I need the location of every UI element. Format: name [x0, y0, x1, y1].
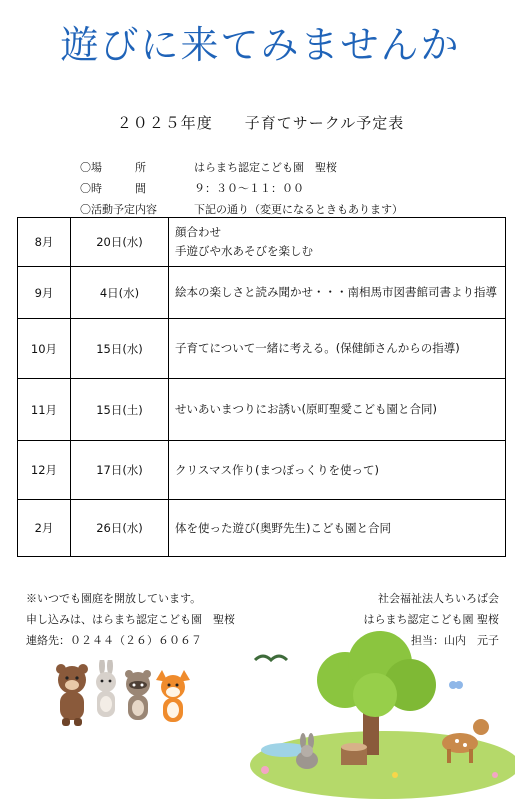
page-title: 遊びに来てみませんか — [60, 23, 461, 67]
month-cell: 9月 — [18, 267, 71, 319]
info-row-content — [80, 198, 403, 219]
month-cell: 12月 — [18, 441, 71, 500]
person-in-charge: 担当：山内 元子 — [411, 634, 499, 647]
content-line: 体を使った遊び(奥野先生)こども園と合同 — [175, 520, 391, 535]
stump-icon — [341, 743, 367, 765]
rabbit-icon — [96, 660, 116, 717]
butterfly-icon — [449, 681, 463, 689]
content-line: 顔合わせ — [175, 225, 221, 239]
raccoon-icon — [125, 670, 151, 720]
content-cell — [169, 267, 506, 319]
forest-animals-scene-icon — [245, 615, 515, 800]
application-note: 申し込みは、はらまち認定こども園 聖桜 — [26, 613, 235, 626]
table-row — [18, 218, 506, 267]
info-row-place — [80, 156, 403, 177]
month-cell: 2月 — [18, 500, 71, 557]
date-cell: 26日(水) — [71, 500, 169, 557]
content-line: 絵本の楽しさと読み聞かせ・・・南相馬市図書館司書より指導 — [175, 285, 497, 299]
content-line: クリスマス作り(まつぼっくりを使って) — [175, 462, 380, 477]
info-label: 〇時 間 — [80, 181, 146, 195]
schedule-table — [17, 217, 506, 557]
info-value: はらまち認定こども園 聖桜 — [194, 160, 337, 174]
flower-icon — [392, 772, 398, 778]
content-cell — [169, 441, 506, 500]
info-value: 下記の通り（変更になるときもあります） — [194, 202, 403, 216]
content-line: 手遊びや水あそびを楽しむ — [175, 244, 313, 258]
date-cell: 20日(水) — [71, 218, 169, 267]
content-line: せいあいまつりにお誘い(原町聖愛こども園と合同) — [175, 402, 437, 416]
month-cell: 8月 — [18, 218, 71, 267]
info-block — [80, 156, 403, 219]
flower-icon — [492, 772, 498, 778]
month-cell: 11月 — [18, 379, 71, 441]
content-cell — [169, 218, 506, 267]
footer-notes — [26, 588, 235, 651]
info-row-time — [80, 177, 403, 198]
fox-icon — [156, 670, 190, 722]
month-cell: 10月 — [18, 319, 71, 379]
content-cell — [169, 319, 506, 379]
bird-icon — [255, 656, 287, 660]
table-row — [18, 500, 506, 557]
info-label: 〇活動予定内容 — [80, 202, 157, 216]
date-cell: 15日(土) — [71, 379, 169, 441]
table-row — [18, 319, 506, 379]
date-cell: 17日(水) — [71, 441, 169, 500]
open-yard-note: ※いつでも園庭を開放しています。 — [26, 592, 202, 605]
content-line: 子育てについて一緒に考える。(保健師さんからの指導) — [175, 341, 460, 355]
table-row — [18, 267, 506, 319]
content-cell — [169, 379, 506, 441]
schedule-subtitle: ２０２５年度 子育てサークル予定表 — [116, 114, 405, 132]
info-label: 〇場 所 — [80, 160, 146, 174]
date-cell: 15日(水) — [71, 319, 169, 379]
phone-contact: 連絡先：０２４４（２６）６０６７ — [26, 634, 202, 647]
table-row — [18, 441, 506, 500]
info-value: ９：３０～１１：００ — [194, 181, 304, 195]
kindergarten-name: はらまち認定こども園 聖桜 — [363, 613, 499, 626]
content-cell — [169, 500, 506, 557]
bear-icon — [56, 664, 88, 726]
date-cell: 4日(水) — [71, 267, 169, 319]
animals-group-icon — [50, 660, 200, 730]
table-row — [18, 379, 506, 441]
flower-icon — [261, 766, 269, 774]
organization-name: 社会福祉法人ちいろば会 — [378, 592, 499, 605]
